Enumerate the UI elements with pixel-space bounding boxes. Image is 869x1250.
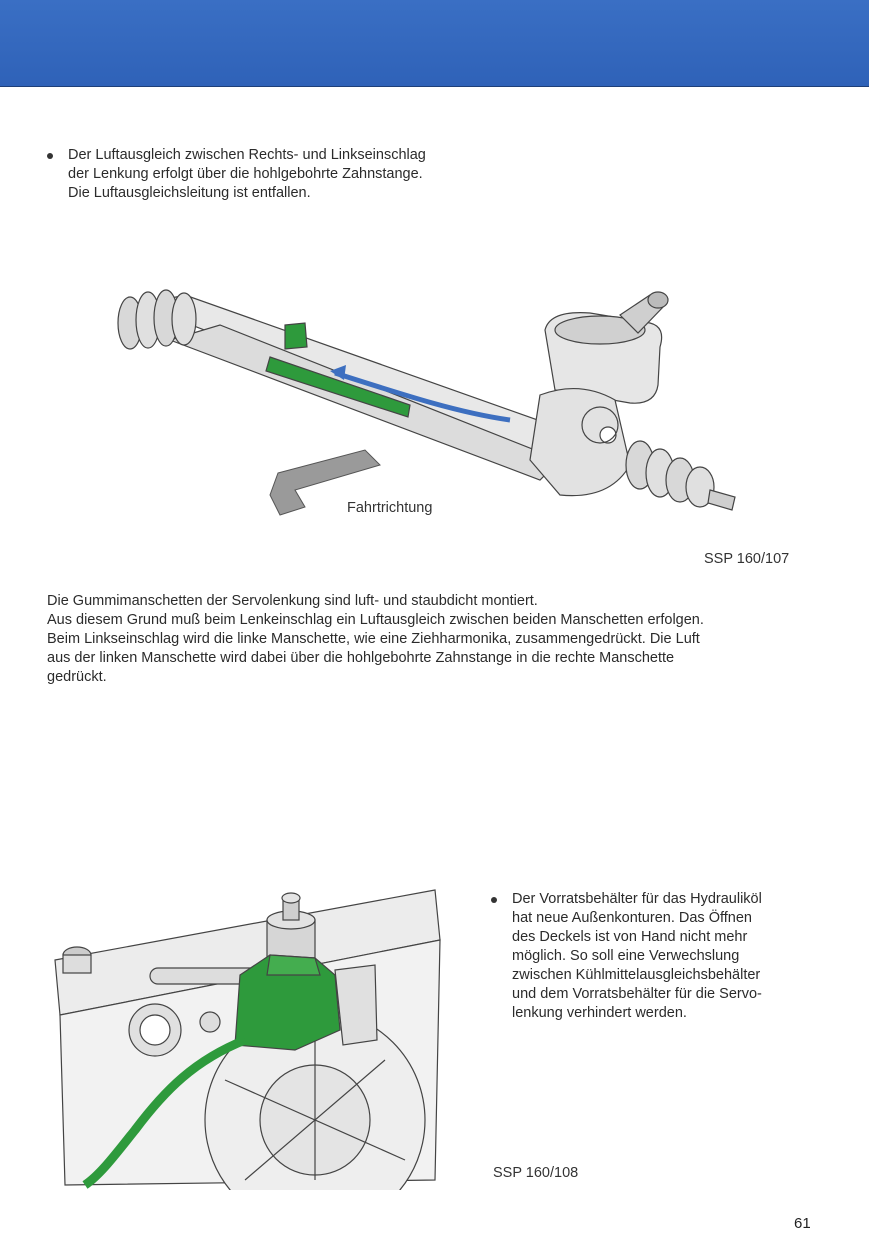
text-line: möglich. So soll eine Verwechslung [512, 948, 740, 964]
steering-rack-illustration [110, 285, 760, 525]
text-line: Die Luftausgleichsleitung ist entfallen. [68, 185, 311, 201]
left-bellows [118, 290, 196, 349]
right-bellows [626, 441, 714, 507]
bullet-text-reservoir [512, 890, 762, 1023]
text-line: der Lenkung erfolgt über die hohlgebohrte Zahnstange. [68, 166, 423, 182]
page-number: 61 [794, 1215, 811, 1232]
reservoir-cap [267, 893, 315, 958]
text-line: zwischen Kühlmittelausgleichsbehälter [512, 967, 761, 983]
text-line: gedrückt. [47, 669, 107, 685]
bullet-text-air-compensation [68, 146, 426, 203]
header-band [0, 0, 869, 87]
figure-caption: SSP 160/108 [493, 1165, 579, 1181]
text-line: Die Gummimanschetten der Servolenkung sind luft- und staubdicht montiert. [47, 593, 538, 609]
text-line: Beim Linkseinschlag wird die linke Manschette, wie eine Ziehharmonika, zusammengedrückt. Die Luft [47, 631, 700, 647]
text-line: Der Vorratsbehälter für das Hydrauliköl [512, 891, 762, 907]
text-line: Der Luftausgleich zwischen Rechts- und Linkseinschlag [68, 147, 426, 163]
bullet-dot [47, 153, 53, 159]
text-line: Aus diesem Grund muß beim Lenkeinschlag ein Luftausgleich zwischen beiden Manschetten erfolgen. [47, 612, 704, 628]
body-paragraph [47, 592, 827, 687]
text-line: aus der linken Manschette wird dabei über die hohlgebohrte Zahnstange in die rechte Manschette [47, 650, 675, 666]
text-line: und dem Vorratsbehälter für die Servo- [512, 986, 762, 1002]
text-line: des Deckels ist von Hand nicht mehr [512, 929, 748, 945]
bullet-dot [491, 897, 497, 903]
direction-label: Fahrtrichtung [347, 500, 433, 516]
figure-caption: SSP 160/107 [704, 551, 790, 567]
reservoir-illustration [45, 880, 455, 1190]
text-line: hat neue Außenkonturen. Das Öffnen [512, 910, 752, 926]
text-line: lenkung verhindert werden. [512, 1005, 687, 1021]
